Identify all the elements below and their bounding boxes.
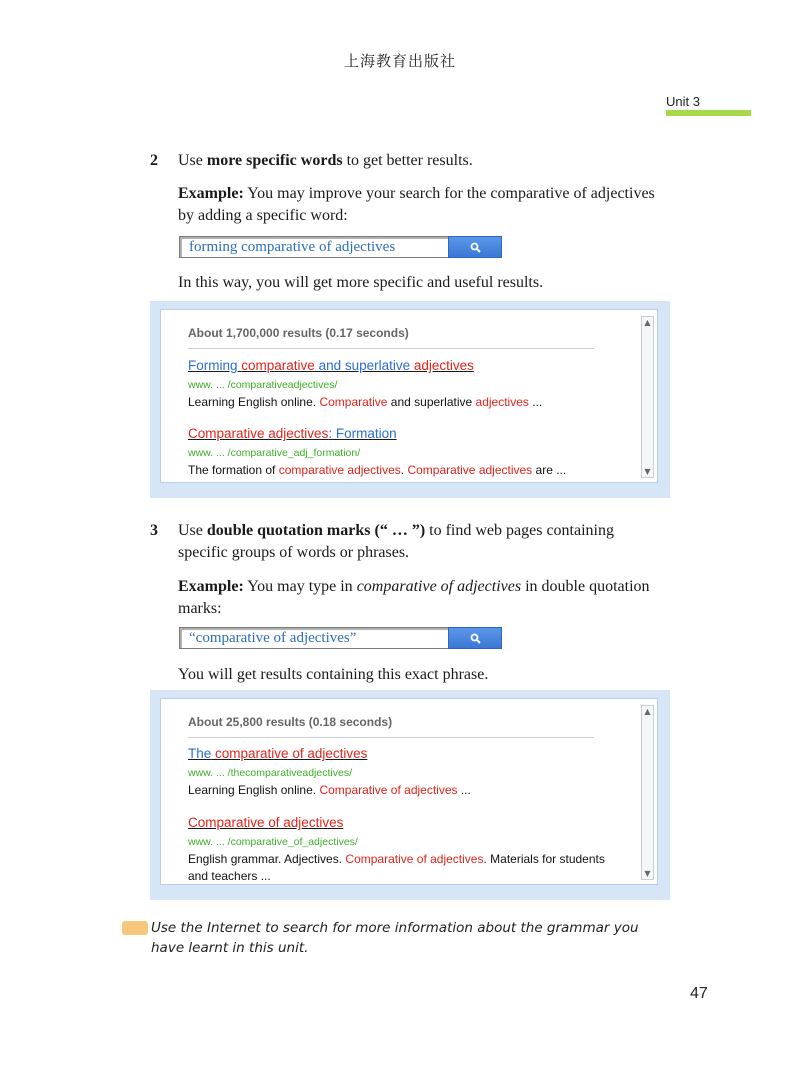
item-3-number: 3 xyxy=(150,522,158,539)
example-label: Example: xyxy=(178,578,244,595)
result-title-link[interactable]: Comparative of adjectives xyxy=(188,815,344,830)
search-icon xyxy=(470,633,481,644)
search-input-1[interactable]: forming comparative of adjectives xyxy=(179,236,454,258)
scroll-up-icon[interactable]: ▲ xyxy=(644,318,651,327)
divider xyxy=(188,348,594,349)
search-input-2[interactable]: “comparative of adjectives” xyxy=(179,627,454,649)
search-results-panel-1 xyxy=(150,301,670,498)
result-url: www. ... /comparative_adj_formation/ xyxy=(188,447,361,459)
divider xyxy=(188,737,594,738)
result-snippet: The formation of comparative adjectives. Comparative adjectives are ... xyxy=(188,463,567,477)
tip-icon xyxy=(122,921,148,935)
result-title-link[interactable]: Comparative adjectives: Formation xyxy=(188,426,397,441)
unit-accent-bar xyxy=(666,110,751,116)
scroll-down-icon[interactable]: ▼ xyxy=(644,869,651,878)
item-3-example: Example: You may type in comparative of adjectives in double quotation marks: xyxy=(178,578,650,617)
page-number: 47 xyxy=(690,985,708,1002)
item-2-example: Example: You may improve your search for the comparative of adjectives by adding a specific word: xyxy=(178,185,655,224)
results-page-2 xyxy=(160,698,658,885)
example-phrase: comparative of adjectives xyxy=(356,578,522,595)
results-page-1 xyxy=(160,309,658,483)
publisher-name: 上海教育出版社 xyxy=(343,52,456,70)
tip-text: Use the Internet to search for more information about the grammar you have learnt in this unit. xyxy=(151,920,639,956)
unit-label: Unit 3 xyxy=(666,94,700,109)
item-2-number: 2 xyxy=(150,152,158,169)
item-2-bold-term: more specific words xyxy=(206,152,343,169)
result-url: www. ... /comparativeadjectives/ xyxy=(188,379,338,391)
results-count: About 1,700,000 results (0.17 seconds) xyxy=(188,326,409,340)
result-title-link[interactable]: Forming comparative and superlative adjectives xyxy=(188,358,474,373)
search-button-1[interactable] xyxy=(448,236,502,258)
result-snippet: Learning English online. Comparative of adjectives ... xyxy=(188,783,471,797)
search-results-panel-2 xyxy=(150,690,670,900)
scrollbar[interactable] xyxy=(641,316,654,478)
result-url: www. ... /thecomparativeadjectives/ xyxy=(188,767,352,779)
results-count: About 25,800 results (0.18 seconds) xyxy=(188,715,393,729)
example-label: Example: xyxy=(178,185,244,202)
result-snippet: Learning English online. Comparative and superlative adjectives ... xyxy=(188,395,543,409)
item-2-after: In this way, you will get more specific and useful results. xyxy=(178,274,544,291)
search-icon xyxy=(470,242,481,253)
item-3-after: You will get results containing this exact phrase. xyxy=(178,666,489,683)
scroll-down-icon[interactable]: ▼ xyxy=(644,467,651,476)
item-2-intro: Use more specific words to get better results. xyxy=(178,152,473,169)
result-url: www. ... /comparative_of_adjectives/ xyxy=(188,836,358,848)
result-title-link[interactable]: The comparative of adjectives xyxy=(188,746,368,761)
item-3-bold-term: double quotation marks (“ … ”) xyxy=(206,522,426,539)
item-3-intro: Use double quotation marks (“ … ”) to find web pages containing specific groups of words or phrases. xyxy=(178,522,614,561)
scrollbar[interactable] xyxy=(641,705,654,880)
result-snippet: English grammar. Adjectives. Comparative of adjectives. Materials for students and teachers ... xyxy=(188,852,605,883)
scroll-up-icon[interactable]: ▲ xyxy=(644,707,651,716)
search-button-2[interactable] xyxy=(448,627,502,649)
